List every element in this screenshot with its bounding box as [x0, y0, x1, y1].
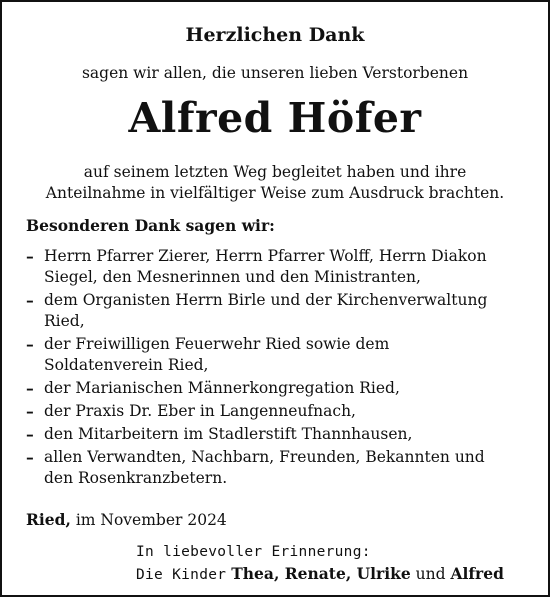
signatories-last-name: Alfred	[450, 564, 504, 583]
list-item-line: allen Verwandten, Nachbarn, Freunden, Bekannten und	[44, 448, 485, 466]
thanks-list	[26, 246, 531, 491]
remembrance-signature	[136, 542, 504, 586]
place: Ried,	[26, 510, 71, 529]
signatories	[136, 563, 504, 586]
list-dash: –	[26, 448, 34, 467]
list-item	[26, 334, 531, 376]
list-item	[26, 401, 531, 422]
notice-title: Herzlichen Dank	[185, 24, 365, 46]
list-dash: –	[26, 291, 34, 310]
list-item	[26, 290, 531, 332]
intro-text: sagen wir allen, die unseren lieben Verstorbenen	[81, 64, 469, 82]
list-item	[26, 378, 531, 399]
list-item-line: Soldatenverein Ried,	[44, 356, 209, 374]
remembrance-line: In liebevoller Erinnerung:	[136, 544, 371, 560]
place-date	[26, 510, 227, 529]
list-item-line: den Mitarbeitern im Stadlerstift Thannhausen,	[44, 425, 413, 443]
list-dash: –	[26, 379, 34, 398]
list-item-line: Herrn Pfarrer Zierer, Herrn Pfarrer Wolff, Herrn Diakon	[44, 247, 487, 265]
outro-line: Anteilnahme in vielfältiger Weise zum Ausdruck brachten.	[45, 184, 505, 202]
list-item-line: Siegel, den Mesnerinnen und den Ministranten,	[44, 268, 421, 286]
signatories-prefix: Die Kinder	[136, 567, 227, 583]
list-item-line: der Praxis Dr. Eber in Langenneufnach,	[44, 402, 356, 420]
deceased-name: Alfred Höfer	[128, 94, 422, 142]
signatories-connector: und	[415, 565, 446, 583]
list-dash: –	[26, 247, 34, 266]
list-item-line: den Rosenkranzbetern.	[44, 469, 228, 487]
list-item	[26, 447, 531, 489]
list-dash: –	[26, 402, 34, 421]
signatories-names: Thea, Renate, Ulrike	[231, 564, 411, 583]
date: im November 2024	[75, 511, 227, 529]
list-item	[26, 424, 531, 445]
list-item-line: der Freiwilligen Feuerwehr Ried sowie dem	[44, 335, 390, 353]
list-item-line: der Marianischen Männerkongregation Ried,	[44, 379, 400, 397]
list-dash: –	[26, 425, 34, 444]
list-item-line: dem Organisten Herrn Birle und der Kirchenverwaltung	[44, 291, 488, 309]
list-dash: –	[26, 335, 34, 354]
list-item	[26, 246, 531, 288]
outro-text	[2, 162, 548, 204]
list-item-line: Ried,	[44, 312, 85, 330]
special-thanks-heading: Besonderen Dank sagen wir:	[26, 216, 275, 235]
outro-line: auf seinem letzten Weg begleitet haben und ihre	[83, 163, 467, 181]
